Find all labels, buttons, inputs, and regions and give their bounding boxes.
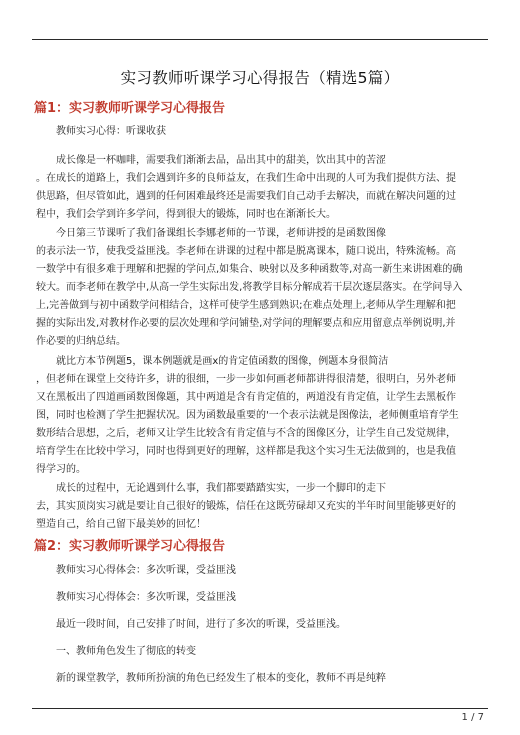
text-line: 数形结合思想，之后，老师又让学生比较含有肯定值与不含的图像区分，让学生自己发觉规律，	[36, 428, 456, 439]
text-line: 图，同时也检测了学生把握状况。因为函数最重要的'一个表示法就是图像法，老师侧重培育学生	[36, 410, 459, 421]
text-line: 供思路，但尽管如此，遇到的任何困难最终还是需要我们自己动手去解决，而就在解决问题的过	[36, 191, 456, 202]
text-line: 塑造自己，给自己留下最美妙的回忆！	[36, 519, 206, 530]
text-line: 又在黑板出了四道画函数图像题，其中两道是含有肯定值的，两道没有肯定值，让学生去黑板作	[36, 392, 456, 403]
section1-paragraph-4	[36, 480, 486, 534]
text-line: 作必要的归纳总结。	[36, 336, 126, 347]
text-line: 握的实际出发,对教材作必要的层次处理和学问铺垫,对学问的理解要点和应用留意点举例说明,并	[36, 318, 456, 329]
text-line: 成长的过程中，无论遇到什么事，我们都要踏踏实实，一步一个脚印的走下	[56, 483, 386, 494]
text-line: 今日第三节课听了我们备课组长李娜老师的一节课，老师讲授的是函数图像	[56, 228, 386, 239]
section2-line-1: 教师实习心得体会：多次听课，受益匪浅	[56, 565, 236, 576]
text-line: 得学习的。	[36, 464, 86, 475]
section-heading-1: 篇1：实习教师听课学习心得报告	[34, 101, 226, 116]
section2-line-2: 教师实习心得体会：多次听课，受益匪浅	[56, 592, 236, 603]
section2-line-4: 一、教师角色发生了彻底的转变	[56, 646, 196, 657]
text-line: 一数学中有很多难于理解和把握的学问点,如集合、映射以及多种函数等,对高一新生来讲困难的确	[36, 264, 463, 275]
text-line: 。在成长的道路上，我们会遇到许多的良师益友，在我们生命中出现的人可为我们提供方法、提	[36, 173, 456, 184]
text-line: 就比方本节例题5，课本例题就是画x的肯定值函数的图像，例题本身很简洁	[56, 356, 389, 367]
section1-paragraph-3	[36, 353, 486, 479]
text-line: 较大。而李老师在教学中,从高一学生实际出发,将教学目标分解成若干层次逐层落实。在学问导入	[36, 282, 463, 293]
section1-paragraph-2	[36, 225, 486, 351]
section-heading-2: 篇2：实习教师听课学习心得报告	[34, 539, 226, 554]
section1-subtitle: 教师实习心得：听课收获	[56, 126, 166, 137]
text-line: ，但老师在课堂上交待许多，讲的很细，一步一步如何画老师都讲得很清楚，很明白，另外老师	[36, 374, 456, 385]
section2-line-3: 最近一段时间，自己安排了时间，进行了多次的听课，受益匪浅。	[56, 619, 346, 630]
section1-paragraph-1	[36, 152, 486, 224]
text-line: 程中，我们会学到许多学问，得到很大的锻炼，同时也在渐渐长大。	[36, 209, 336, 220]
text-line: 上,完善做到与初中函数学问相结合，这样可使学生感到熟识;在难点处理上,老师从学生理解和把	[36, 300, 456, 311]
footer-rule	[32, 708, 488, 709]
text-line: 成长像是一杯咖啡，需要我们渐渐去品，品出其中的甜美，饮出其中的苦涩	[56, 155, 386, 166]
text-line: 的表示法一节，使我受益匪浅。李老师在讲课的过程中都是脱离课本，随口说出，特殊流畅。高	[36, 246, 456, 257]
header-rule	[32, 39, 488, 40]
page-number: 1 / 7	[461, 712, 484, 723]
text-line: 去，其实顶岗实习就是要让自己很好的锻炼，信任在这既劳碌却又充实的半年时间里能够更好的	[36, 501, 456, 512]
section2-line-5: 新的课堂教学，教师所扮演的角色已经发生了根本的变化，教师不再是纯粹	[56, 673, 386, 684]
document-title: 实习教师听课学习心得报告（精选5篇）	[120, 69, 400, 87]
text-line: 培育学生在比较中学习，同时也得到更好的理解，这样都是我这个实习生无法做到的，也是我值	[36, 446, 456, 457]
